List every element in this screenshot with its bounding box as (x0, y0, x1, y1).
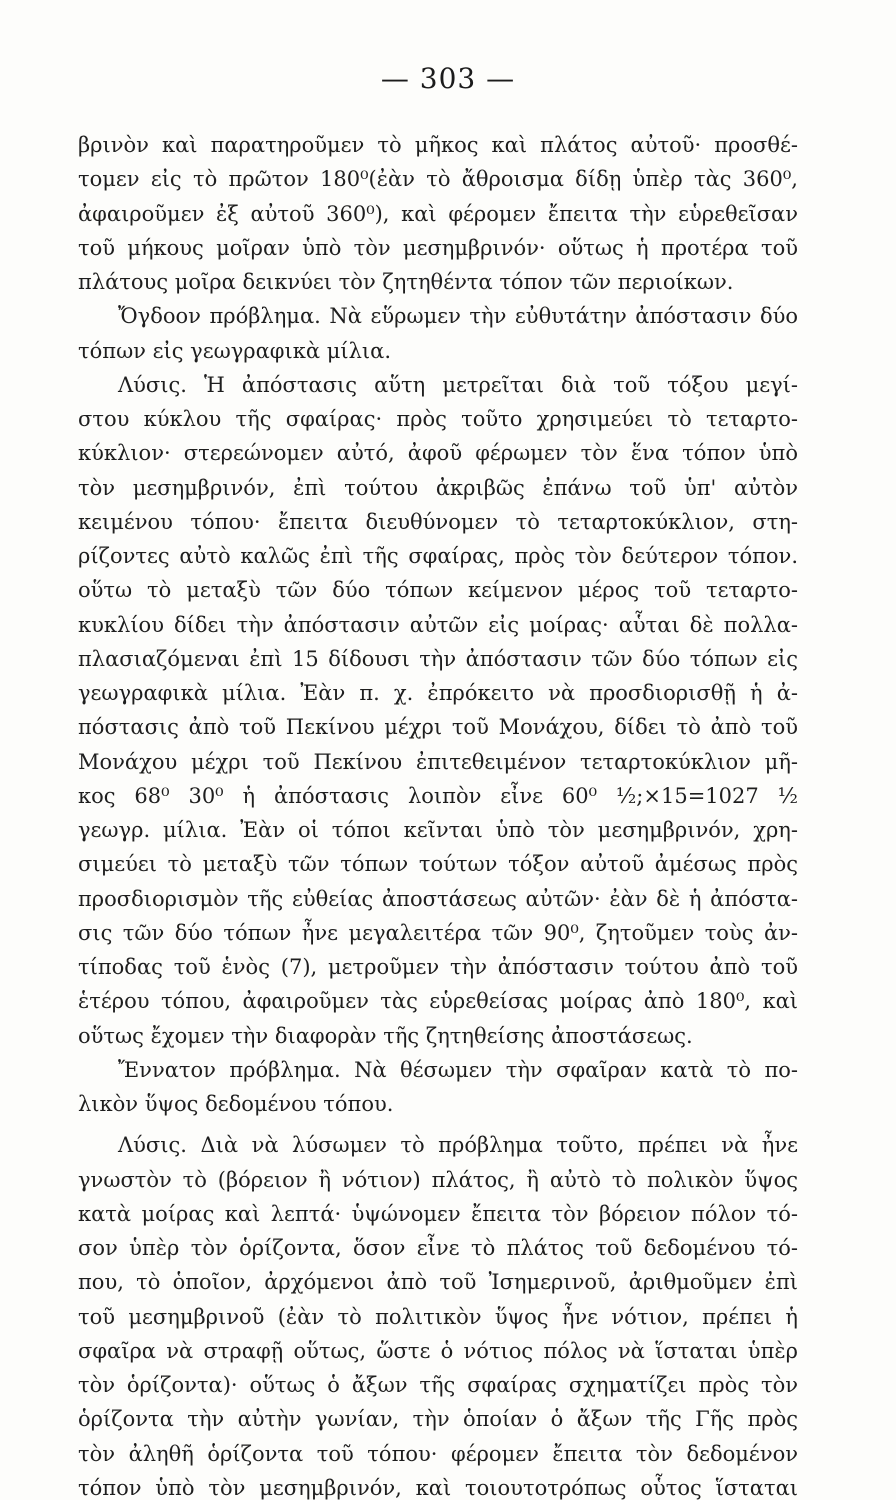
text-line: τοῦ μήκους μοῖραν ὑπὸ τὸν μεσημβρινόν· οὕτως ἡ προτέρα τοῦ (78, 235, 798, 260)
text-line: τὸν ὁρίζοντα)· οὕτως ὁ ἄξων τῆς σφαίρας σχηματίζει πρὸς τὸν (78, 1373, 798, 1397)
text-line: σφαῖρα νὰ στραφῇ οὕτως, ὥστε ὁ νότιος πόλος νὰ ἵσταται ὑπὲρ (78, 1338, 798, 1363)
text-line: σις τῶν δύο τόπων ἦνε μεγαλειτέρα τῶν 90⁰, ζητοῦμεν τοὺς ἀν- (78, 920, 798, 945)
text-line: ἑτέρου τόπου, ἀφαιροῦμεν τὰς εὑρεθείσας μοίρας ἀπὸ 180⁰, καὶ (78, 989, 798, 1014)
text-line: που, τὸ ὁποῖον, ἀρχόμενοι ἀπὸ τοῦ Ἰσημερινοῦ, ἀριθμοῦμεν ἐπὶ (78, 1270, 798, 1295)
solution-heading-line: Λύσις. Ἡ ἀπόστασις αὕτη μετρεῖται διὰ τοῦ τόξου μεγί- (118, 372, 798, 397)
text-line: κυκλίου δίδει τὴν ἀπόστασιν αὐτῶν εἰς μοίρας· αὗται δὲ πολλα- (78, 612, 798, 637)
text-line: κύκλιον· στερεώνομεν αὐτό, ἀφοῦ φέρωμεν τὸν ἕνα τόπον ὑπὸ (78, 441, 798, 466)
text-line: γεωγραφικὰ μίλια. Ἐὰν π. χ. ἐπρόκειτο νὰ προσδιορισθῇ ἡ ἀ- (78, 681, 798, 705)
text-line: πλάτους μοῖρα δεικνύει τὸν ζητηθέντα τόπον τῶν περιοίκων. (78, 270, 734, 294)
text-line: προσδιορισμὸν τῆς εὐθείας ἀποστάσεως αὐτῶν· ἐὰν δὲ ἡ ἀπόστα- (78, 886, 798, 911)
text-line: τὸν μεσημβρινόν, ἐπὶ τούτου ἀκριβῶς ἐπάνω τοῦ ὑπ' αὐτὸν (78, 475, 798, 500)
text-line: κατὰ μοίρας καὶ λεπτά· ὑψώνομεν ἔπειτα τὸν βόρειον πόλον τό- (78, 1201, 798, 1226)
text-line: γνωστὸν τὸ (βόρειον ἢ νότιον) πλάτος, ἢ αὐτὸ τὸ πολικὸν ὕψος (78, 1167, 798, 1192)
text-line: κος 68⁰ 30⁰ ἡ ἀπόστασις λοιπὸν εἶνε 60⁰ ½;×15=1027 ½ (78, 783, 798, 808)
text-line: λικὸν ὕψος δεδομένου τόπου. (78, 1092, 394, 1116)
text-line: οὕτως ἔχομεν τὴν διαφορὰν τῆς ζητηθείσης ἀποστάσεως. (78, 1023, 693, 1048)
text-line: σον ὑπὲρ τὸν ὁρίζοντα, ὅσον εἶνε τὸ πλάτος τοῦ δεδομένου τό- (78, 1236, 798, 1260)
solution-heading-line: Λύσις. Διὰ νὰ λύσωμεν τὸ πρόβλημα τοῦτο, πρέπει νὰ ἦνε (118, 1133, 798, 1158)
text-line: βρινὸν καὶ παρατηροῦμεν τὸ μῆκος καὶ πλάτος αὐτοῦ· προσθέ- (78, 133, 798, 157)
text-line: γεωγρ. μίλια. Ἐὰν οἱ τόποι κεῖνται ὑπὸ τὸν μεσημβρινόν, χρη- (78, 818, 798, 842)
text-line: πλασιαζόμεναι ἐπὶ 15 δίδουσι τὴν ἀπόστασιν τῶν δύο τόπων εἰς (78, 646, 798, 671)
page-number: — 303 — (380, 62, 516, 95)
text-line: τίποδας τοῦ ἑνὸς (7), μετροῦμεν τὴν ἀπόστασιν τούτου ἀπὸ τοῦ (78, 955, 798, 979)
text-line: κειμένου τόπου· ἔπειτα διευθύνομεν τὸ τεταρτοκύκλιον, στη- (78, 509, 798, 534)
problem-heading-line: Ὄγδοον πρόβλημα. Νὰ εὕρωμεν τὴν εὐθυτάτην ἀπόστασιν δύο (118, 304, 798, 329)
text-line: τόπων εἰς γεωγραφικὰ μίλια. (78, 338, 392, 363)
text-line: τοῦ μεσημβρινοῦ (ἐὰν τὸ πολιτικὸν ὕψος ἦνε νότιον, πρέπει ἡ (78, 1304, 798, 1329)
text-line: πόστασις ἀπὸ τοῦ Πεκίνου μέχρι τοῦ Μονάχου, δίδει τὸ ἀπὸ τοῦ (78, 715, 798, 740)
text-line: οὕτω τὸ μεταξὺ τῶν δύο τόπων κείμενον μέρος τοῦ τεταρτο- (78, 578, 798, 603)
text-line: ἀφαιροῦμεν ἐξ αὐτοῦ 360⁰), καὶ φέρομεν ἔπειτα τὴν εὑρεθεῖσαν (78, 201, 798, 226)
body-text (78, 128, 798, 1505)
text-line: τόπον ὑπὸ τὸν μεσημβρινόν, καὶ τοιουτοτρόπως οὗτος ἵσταται (78, 1475, 798, 1500)
text-line: τομεν εἰς τὸ πρῶτον 180⁰(ἐὰν τὸ ἄθροισμα δίδῃ ὑπὲρ τὰς 360⁰, (78, 167, 798, 192)
text-line: σιμεύει τὸ μεταξὺ τῶν τόπων τούτων τόξον αὐτοῦ ἀμέσως πρὸς (78, 852, 798, 877)
text-line: στου κύκλου τῆς σφαίρας· πρὸς τοῦτο χρησιμεύει τὸ τεταρτο- (78, 407, 798, 431)
text-line: ὁρίζοντα τὴν αὐτὴν γωνίαν, τὴν ὁποίαν ὁ ἄξων τῆς Γῆς πρὸς (78, 1407, 798, 1432)
text-line: τὸν ἀληθῆ ὁρίζοντα τοῦ τόπου· φέρομεν ἔπειτα τὸν δεδομένον (78, 1441, 798, 1466)
problem-heading-line: Ἔννατον πρόβλημα. Νὰ θέσωμεν τὴν σφαῖραν κατὰ τὸ πο- (118, 1057, 798, 1082)
text-line: ρίζοντες αὐτὸ καλῶς ἐπὶ τῆς σφαίρας, πρὸς τὸν δεύτερον τόπον. (78, 544, 798, 568)
text-line: Μονάχου μέχρι τοῦ Πεκίνου ἐπιτεθειμένον τεταρτοκύκλιον μῆ- (78, 749, 798, 774)
